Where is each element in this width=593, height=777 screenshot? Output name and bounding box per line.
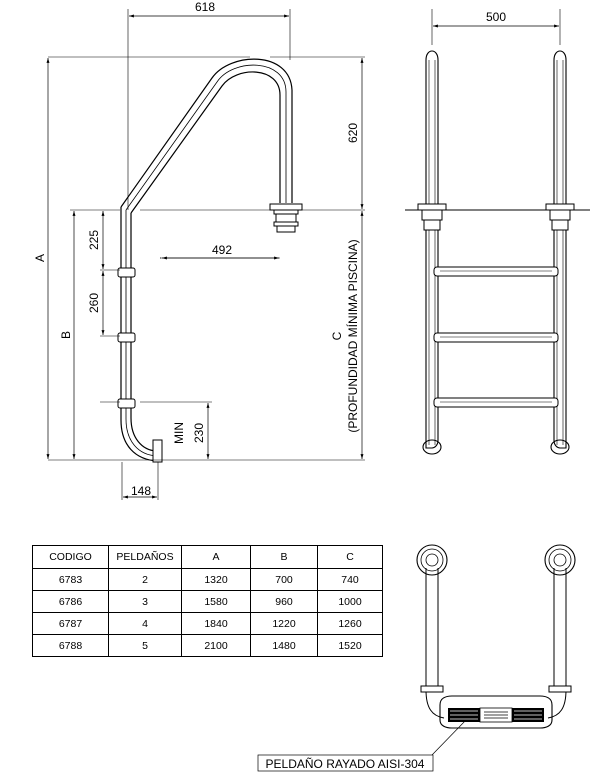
side-view	[118, 59, 302, 462]
table-cell: 1260	[318, 613, 383, 635]
dim-min-label: MIN	[172, 422, 186, 444]
dim-c-label: C	[330, 331, 344, 341]
table-row	[33, 591, 383, 613]
table-cell: 6788	[33, 635, 109, 657]
front-right-tube	[554, 51, 566, 448]
table-cell: 5	[109, 635, 182, 657]
table-cell: 1320	[182, 569, 251, 591]
table-cell: 1580	[182, 591, 251, 613]
table-row	[33, 635, 383, 657]
top-view	[417, 545, 575, 728]
front-steps	[434, 267, 558, 407]
table-cell: 700	[251, 569, 318, 591]
dim-618: 618	[194, 0, 216, 14]
header-peldanos: PELDAÑOS	[109, 546, 182, 569]
table-cell: 6783	[33, 569, 109, 591]
header-c: C	[318, 546, 383, 569]
striped-tread	[448, 708, 544, 722]
tread-callout-label: PELDAÑO RAYADO AISI-304	[265, 757, 425, 771]
table-cell: 1000	[318, 591, 383, 613]
table-cell: 1520	[318, 635, 383, 657]
dim-230: 230	[192, 422, 206, 444]
table-cell: 6787	[33, 613, 109, 635]
table-cell: 6786	[33, 591, 109, 613]
side-anchor	[270, 204, 302, 232]
dim-a-label: A	[33, 253, 47, 263]
table-cell: 2	[109, 569, 182, 591]
table-header-row	[33, 546, 383, 569]
side-handrail-tube	[121, 59, 292, 207]
dim-148: 148	[130, 484, 152, 498]
table-cell: 1220	[251, 613, 318, 635]
table-cell: 960	[251, 591, 318, 613]
table-cell: 1840	[182, 613, 251, 635]
dim-b-label: B	[59, 330, 73, 340]
header-b: B	[251, 546, 318, 569]
spec-table	[32, 545, 383, 657]
table-row	[33, 569, 383, 591]
extension-lines	[48, 9, 365, 500]
dim-260: 260	[87, 292, 101, 314]
front-view	[405, 9, 590, 454]
dim-500: 500	[485, 10, 507, 24]
header-a: A	[182, 546, 251, 569]
front-left-tube	[426, 51, 438, 448]
table-cell: 2100	[182, 635, 251, 657]
table-cell: 1480	[251, 635, 318, 657]
header-codigo: CODIGO	[33, 546, 109, 569]
dim-492: 492	[211, 243, 233, 257]
table-cell: 3	[109, 591, 182, 613]
dim-225: 225	[87, 229, 101, 251]
dim-620: 620	[346, 122, 360, 144]
table-cell: 4	[109, 613, 182, 635]
pool-depth-label: (PROFUNDIDAD MÍNIMA PISCINA)	[346, 239, 360, 433]
table-row	[33, 613, 383, 635]
table-cell: 740	[318, 569, 383, 591]
front-anchors	[418, 204, 574, 230]
